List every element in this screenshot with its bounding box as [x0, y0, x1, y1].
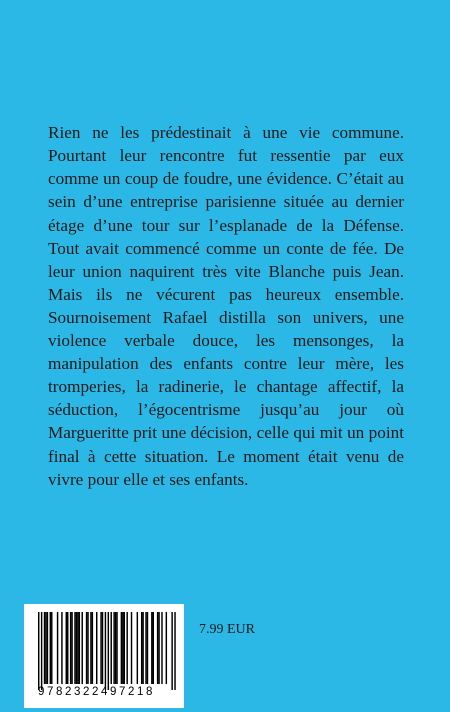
- barcode-bar: [102, 612, 103, 684]
- barcode-bar: [47, 612, 48, 684]
- barcode-bar: [115, 612, 116, 684]
- barcode-bar: [76, 612, 77, 684]
- barcode-bar: [131, 612, 132, 684]
- barcode-bar: [174, 612, 175, 690]
- barcode-bar: [126, 612, 127, 684]
- barcode-bar: [57, 612, 58, 684]
- barcode-bar: [137, 612, 138, 684]
- barcode: [24, 604, 184, 708]
- barcode-bar: [158, 612, 159, 684]
- barcode-bar: [121, 612, 122, 684]
- barcode-bar: [116, 612, 117, 684]
- barcode-bar: [141, 612, 142, 684]
- barcode-bar: [86, 612, 87, 684]
- barcode-bar: [50, 612, 51, 684]
- isbn-number: 9782322497218: [38, 686, 155, 698]
- blurb-text: Rien ne les prédestinait à une vie commune. Pourtant leur rencontre fut ressentie par eux comme un coup de foudre, une évidence. C’était au sein d’une entreprise parisienne située au dernier étage d’une tour sur l’esplanade de la Défense. Tout avait commencé comme un conte de fée. De leur union naquirent très vite Blanche puis Jean. Mais ils ne vécurent pas heureux ensemble. Sournoisement Rafael distilla son univers, une violence verbale douce, les mensonges, la manipulation des enfants contre leur mère, les tromperies, la radinerie, le chantage affectif, la séduction, l’égocentrisme jusqu’au jour où Margueritte prit une décision, celle qui mit un point final à cette situation. Le moment était venu de vivre pour elle et ses enfants.: [48, 123, 404, 489]
- barcode-bar: [96, 612, 97, 684]
- price-label: 7.99 EUR: [199, 622, 255, 637]
- barcode-bar: [38, 612, 39, 690]
- barcode-bar: [51, 612, 52, 684]
- barcode-bar: [161, 612, 162, 684]
- barcode-bar: [113, 612, 114, 684]
- barcode-bar: [157, 612, 158, 684]
- barcode-bar: [90, 612, 91, 684]
- barcode-bar: [151, 612, 152, 684]
- barcode-bar: [77, 612, 78, 684]
- barcode-bar: [71, 612, 72, 684]
- barcode-bar: [105, 612, 106, 690]
- barcode-bar: [45, 612, 46, 684]
- barcode-bar: [74, 612, 75, 684]
- barcode-bar: [41, 612, 42, 690]
- barcode-bar: [111, 612, 112, 684]
- barcode-bar: [70, 612, 71, 684]
- barcode-bar: [79, 612, 80, 684]
- barcode-bar: [100, 612, 101, 684]
- barcode-bar: [171, 612, 172, 690]
- barcode-bar: [147, 612, 148, 684]
- barcode-bar: [108, 612, 109, 690]
- barcode-bar: [145, 612, 146, 684]
- barcode-bar: [87, 612, 88, 684]
- barcode-bar: [44, 612, 45, 684]
- barcode-bar: [67, 612, 68, 684]
- barcode-bar: [61, 612, 62, 684]
- barcode-bar: [153, 612, 154, 684]
- barcode-bar: [142, 612, 143, 684]
- barcode-bar: [166, 612, 167, 684]
- barcode-bar: [92, 612, 93, 684]
- barcode-bar: [82, 612, 83, 684]
- barcode-bar: [122, 612, 123, 684]
- barcode-bar: [66, 612, 67, 684]
- barcode-bar: [124, 612, 125, 684]
